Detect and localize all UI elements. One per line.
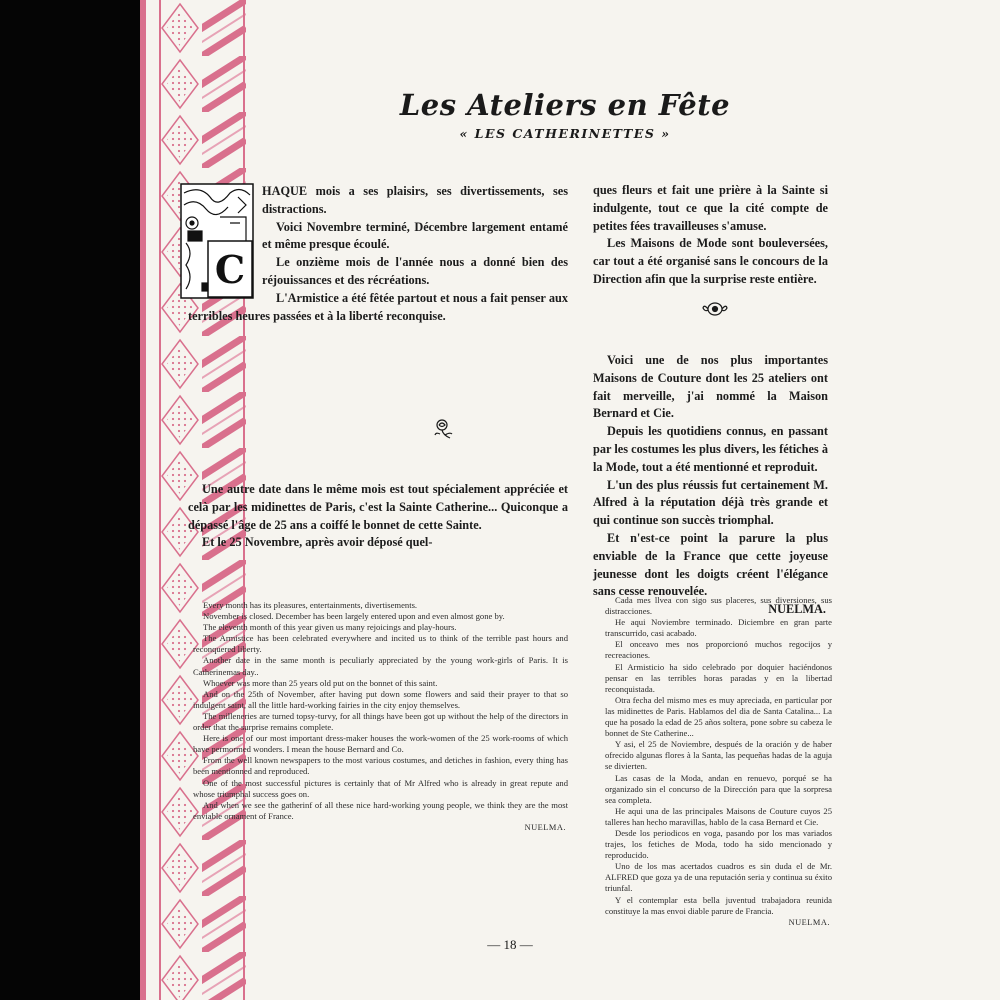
paragraph: ques fleurs et fait une prière à la Sainte si indulgente, tout ce que la cité compte de petites fées travailleuses s'amuse. — [593, 183, 828, 233]
paragraph: Otra fecha del mismo mes es muy apreciada, en particular por las midinettes de Paris. Hablamos del dia de Santa Catalina... La que ha posado la edad de 25 años soltera, pone sobre su cabeza le bonnet de Ste Catherine... — [605, 694, 832, 739]
paragraph: The milleneries are turned topsy-turvy, for all things have been got up without the help of the directors in order that the surprise remains complete. — [193, 710, 568, 733]
paragraph: L'Armistice a été fêtée partout et nous a fait penser aux terribles heures passées et à la liberté reconquise. — [188, 290, 568, 323]
paragraph: Y asi, el 25 de Noviembre, después de la oración y de haber ofrecido algunas flores à la Santa, las pequeñas hadas de la aguja se divierten. — [605, 739, 832, 772]
paragraph: And on the 25th of November, after having put down some flowers and said their prayer to that so indulgent saint, all the little hard-working fairies in the city enjoy themselves. — [193, 688, 568, 710]
paragraph: Every month has its pleasures, entertainments, divertisements. — [203, 600, 418, 610]
french-column-2-top — [593, 182, 828, 289]
paragraph: He aqui una de las principales Maisons de Couture cuyos 25 talleres han hecho maravillas, hablo de la casa Bernard et Cie. — [605, 805, 832, 827]
author-signature: NUELMA. — [788, 917, 830, 927]
paragraph: El Armisticio ha sido celebrado por doquier haciéndonos pensar en las terribles horas paradas y en la libertad reconquistada. — [605, 661, 832, 694]
paragraph: Desde los periodicos en voga, pasando por los mas variados trajes, los fetiches de Moda, todo ha sido mencionado y reproducido. — [605, 827, 832, 861]
paragraph: Cada mes llvea con sigo sus placeres, sus diversiones, sus distracciones. — [605, 595, 832, 617]
author-signature: NUELMA. — [768, 602, 826, 617]
french-column-1-bottom — [188, 481, 568, 552]
french-column-2-bottom — [593, 352, 828, 619]
art-deco-dropcap — [180, 183, 254, 299]
french-column-1-top — [188, 183, 568, 325]
paragraph: From the well known newspapers to the most various costumes, and detiches in fashion, every thing has been mentionned and reproduced. — [193, 755, 568, 777]
paragraph: HAQUE mois a ses plaisirs, ses divertissements, ses distractions. — [262, 184, 568, 216]
paragraph: Here is one of our most important dress-maker houses the work-women of the 25 work-rooms of which have permormed wonders. I mean the house Bernard and Co. — [193, 733, 568, 755]
paragraph: Et n'est-ce point la parure la plus enviable de la France que cette joyeuse jeunesse dont les doigts créent l'élégance sans cesse renouvelée. — [593, 530, 828, 599]
spanish-translation — [605, 595, 832, 928]
paragraph: Voici Novembre terminé, Décembre largement entamé et même presque écoulé. — [262, 219, 568, 252]
paragraph: El onceavo mes nos proporcionó muchos regocijos y recreaciones. — [605, 639, 832, 661]
paragraph: The eleventh month of this year given us many rejoicings and play-hours. — [203, 622, 457, 633]
rose-ornament-icon — [702, 298, 728, 320]
paragraph: The Armistice has been celebrated everywhere and incited us to think of the terrible past hours and reconquered liberty. — [193, 633, 568, 655]
paragraph: Et le 25 Novembre, après avoir déposé quel- — [202, 535, 433, 550]
article-subtitle: « LES CATHERINETTES » — [459, 126, 671, 141]
dropcap-letter: C — [214, 247, 246, 292]
page-number: — 18 — — [487, 937, 533, 952]
paragraph: Depuis les quotidiens connus, en passant par les costumes les plus divers, les fétiches à la Mode, tout a été mentionné et reproduit. — [593, 424, 828, 474]
paragraph: Y el contemplar esta bella juventud trabajadora reunida constituye la mas envoi diable parure de Francia. — [605, 894, 832, 916]
paragraph: Une autre date dans le même mois est tout spécialement appréciée et celà par les midinettes de Paris, c'est la Sainte Catherine... Quiconque a dépassé l'âge de 25 ans a coiffé le bonnet de cette Sainte. — [188, 482, 568, 532]
dropcap-ornament-icon — [180, 183, 254, 299]
paragraph: He aqui Noviembre terminado. Diciembre en gran parte transcurrido, casi acabado. — [605, 617, 832, 639]
article-title: Les Ateliers en Fête — [399, 88, 731, 122]
paragraph: Whoever was more than 25 years old put on the bonnet of this saint. — [203, 677, 438, 688]
paragraph: Voici une de nos plus importantes Maisons de Couture dont les 25 ateliers ont fait merveille, j'ai nommé la Maison Bernard et Cie. — [593, 353, 828, 421]
english-translation — [193, 600, 568, 833]
author-signature: NUELMA. — [524, 822, 566, 832]
paragraph: One of the most successful pictures is certainly that of Mr Alfred who is already in great repute and whose triumphal success goes on. — [193, 777, 568, 799]
page-edge-stripe — [140, 0, 146, 1000]
paragraph: L'un des plus réussis fut certainement M. Alfred à la réputation déjà très grande et qui continue son succès triomphal. — [593, 477, 828, 528]
paragraph: And when we see the gatherinf of all these nice hard-working young people, we think they are the most enviable ornament of France. — [193, 799, 568, 821]
flower-ornament-icon — [430, 416, 456, 442]
paragraph: Las casas de la Moda, andan en renuevo, porqué se ha organizado sin el concurso de la Dirección para que la sorpresa sea completa. — [605, 772, 832, 805]
paragraph: November is closed. December has been largely entered upon and even almost gone by. — [203, 611, 505, 622]
paragraph: Another date in the same month is peculiarly appreciated by the young work-girls of Paris. It is Catherinemas day.. — [193, 655, 568, 677]
paragraph: Les Maisons de Mode sont bouleversées, car tout a été organisé sans le concours de la Direction afin que la surprise reste entière. — [593, 236, 828, 286]
paragraph: Le onzième mois de l'année nous a donné bien des réjouissances et des récréations. — [262, 255, 568, 287]
paragraph: Uno de los mas acertados cuadros es sin duda el de Mr. ALFRED que goza ya de una reputación seria y continua su éxito triunfal. — [605, 861, 832, 894]
